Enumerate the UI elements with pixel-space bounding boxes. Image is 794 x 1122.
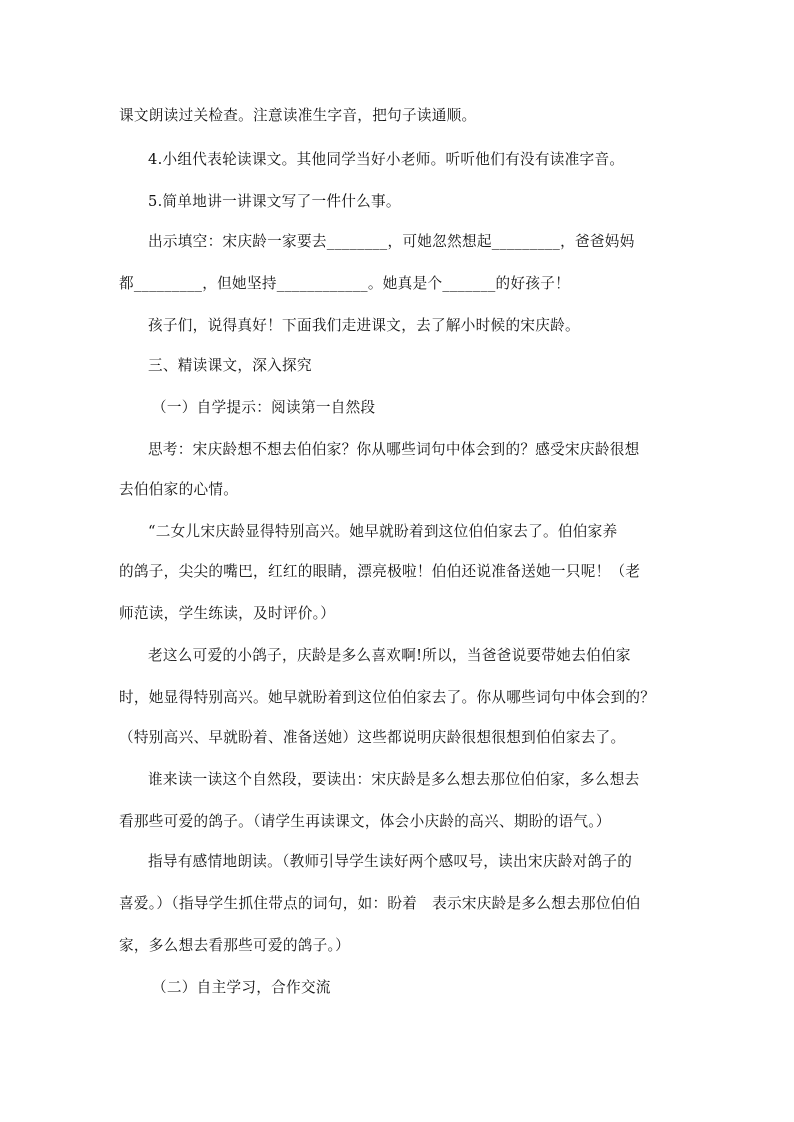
- text-line: 时，她显得特别高兴。她早就盼着到这位伯伯家去了。你从哪些词句中体会到的？: [119, 689, 656, 706]
- text-line: 喜爱。）（指导学生抓住带点的词句，如：盼着 表示宋庆龄是多么想去那位伯伯: [119, 895, 641, 912]
- text-line: 家，多么想去看那些可爱的鸽子。）: [119, 937, 351, 954]
- subsection-heading: （二）自主学习，合作交流: [152, 979, 331, 996]
- text-line: 老这么可爱的小鸽子，庆龄是多么喜欢啊!所以，当爸爸说要带她去伯伯家: [148, 647, 631, 664]
- text-line: 4.小组代表轮读课文。其他同学当好小老师。听听他们有没有读准字音。: [148, 151, 625, 168]
- text-line: 的鸽子，尖尖的嘴巴，红红的眼睛，漂亮极啦！伯伯还说准备送她一只呢！（老: [119, 563, 641, 580]
- text-line: 思考：宋庆龄想不想去伯伯家？你从哪些词句中体会到的？感受宋庆龄很想: [148, 441, 640, 458]
- text-line: 课文朗读过关检查。注意读准生字音，把句子读通顺。: [119, 107, 477, 124]
- text-line: 5.简单地讲一讲课文写了一件什么事。: [148, 193, 401, 210]
- text-line: 出示填空：宋庆龄一家要去________，可她忽然想起_________，爸爸妈妈: [148, 233, 635, 250]
- text-line: 指导有感情地朗读。（教师引导学生读好两个感叹号，读出宋庆龄对鸽子的: [148, 853, 633, 870]
- text-line: “二女儿宋庆龄显得特别高兴。她早就盼着到这位伯伯家去了。伯伯家养: [148, 523, 618, 540]
- text-line: 师范读，学生练读，及时评价。）: [119, 605, 336, 622]
- text-line: 都_________，但她坚持____________。她真是个_______的好孩子！: [119, 275, 571, 292]
- subsection-heading: （一）自学提示：阅读第一自然段: [152, 399, 376, 416]
- text-line: 谁来读一读这个自然段，要读出：宋庆龄是多么想去那位伯伯家，多么想去: [148, 771, 640, 788]
- text-line: 看那些可爱的鸽子。（请学生再读课文，体会小庆龄的高兴、期盼的语气。）: [119, 813, 611, 830]
- text-line: 去伯伯家的心情。: [119, 481, 239, 498]
- text-line: 孩子们，说得真好！下面我们走进课文，去了解小时候的宋庆龄。: [148, 317, 580, 334]
- text-line: （特别高兴、早就盼着、准备送她）这些都说明庆龄很想很想到伯伯家去了。: [119, 729, 626, 746]
- section-heading: 三、精读课文，深入探究: [148, 357, 312, 374]
